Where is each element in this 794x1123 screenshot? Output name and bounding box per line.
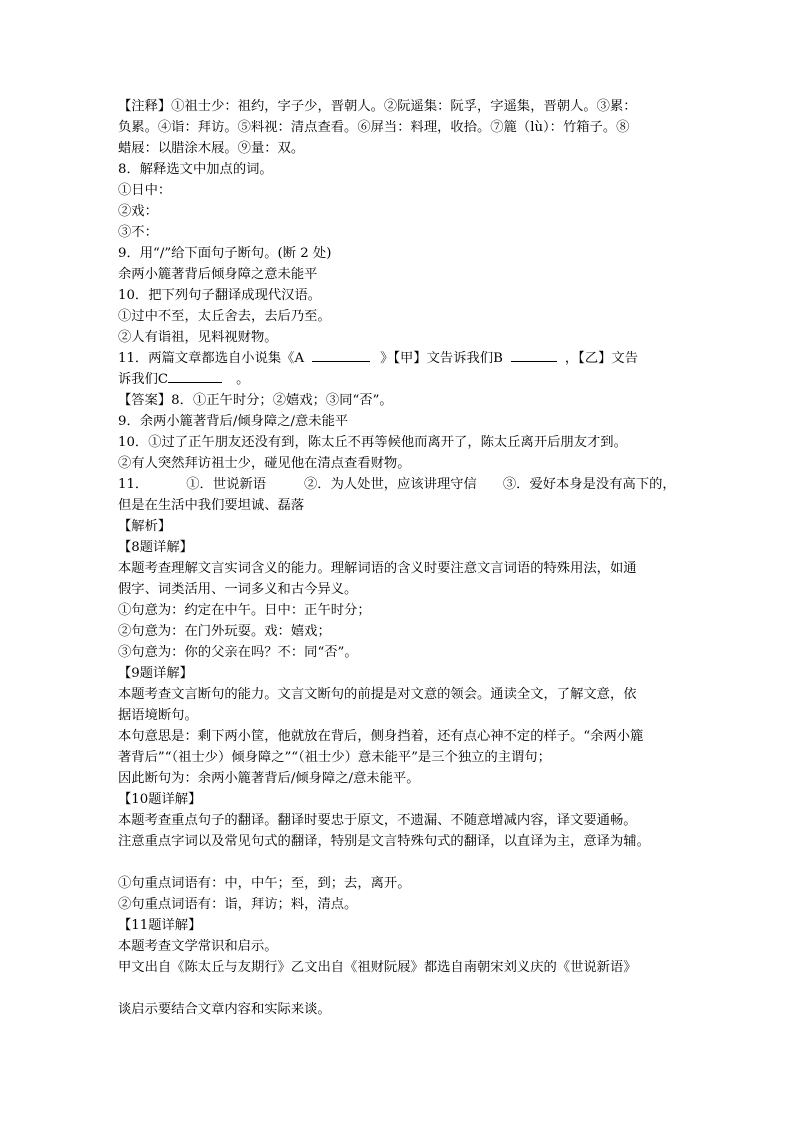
section-8-line-2: 假字、词类活用、一词多义和古今异义。 <box>118 582 358 597</box>
answer-blank-a <box>312 348 370 362</box>
answer-8: 【答案】8．①正午时分；②嬉戏；③同“否”。 <box>118 393 393 408</box>
question-11-part-c: ，【乙】文告 <box>564 351 639 366</box>
question-9-sentence: 余两小簏著背后倾身障之意未能平 <box>118 267 318 282</box>
answer-10-item-2: ②有人突然拜访祖士少，碰见他在清点查看财物。 <box>118 456 411 471</box>
answer-10-item-1: 10．①过了正午朋友还没有到，陈太丘不再等候他而离开了，陈太丘离开后朋友才到。 <box>118 435 627 450</box>
section-11-heading: 【11题详解】 <box>118 918 202 933</box>
answer-11-item-2: ②．为人处世，应该讲理守信 <box>304 477 477 492</box>
section-8-line-1: 本题考查理解文言实词含义的能力。理解词语的含义时要注意文言词语的特殊用法，如通 <box>118 561 637 576</box>
analysis-heading: 【解析】 <box>118 519 172 534</box>
section-10-line-1: 本题考查重点句子的翻译。翻译时要忠于原文，不遗漏、不随意增减内容，译文要通畅。 <box>118 813 637 828</box>
question-11-part-b: 》【甲】文告诉我们B <box>380 351 503 366</box>
section-8-line-4: ②句意为：在门外玩耍。戏：嬉戏； <box>118 624 331 639</box>
answer-11-item-3: ③．爱好本身是没有高下的， <box>502 477 676 492</box>
section-9-line-3: 本句意思是：剩下两小筐，他就放在背后，侧身挡着，还有点心神不定的样子。“余两小簏 <box>118 729 644 744</box>
section-8-line-3: ①句意为：约定在中午。日中：正午时分； <box>118 603 371 618</box>
section-10-line-2: 注意重点字词以及常见句式的翻译，特别是文言特殊句式的翻译，以直译为主，意译为辅。 <box>118 834 650 849</box>
section-9-heading: 【9题详解】 <box>118 666 193 681</box>
question-11-part-e: 。 <box>236 372 250 387</box>
answer-11-line-2: 但是在生活中我们要坦诚、磊落 <box>118 498 305 513</box>
question-10-item-2: ②人有诣祖，见料视财物。 <box>118 330 278 345</box>
answer-11-item-1: ①．世说新语 <box>186 477 266 492</box>
answer-11-number: 11． <box>118 477 149 492</box>
question-10: 10．把下列句子翻译成现代汉语。 <box>118 288 322 303</box>
section-8-line-5: ③句意为：你的父亲在吗？不：同“否”。 <box>118 645 358 660</box>
question-11-line-2 <box>118 369 249 390</box>
section-10-heading: 【10题详解】 <box>118 792 202 807</box>
question-8-item-2: ②戏： <box>118 204 158 219</box>
section-9-line-5: 因此断句为：余两小簏著背后/倾身障之/意未能平。 <box>118 771 420 786</box>
section-9-line-2: 据语境断句。 <box>118 708 198 723</box>
section-9-line-4: 著背后”“（祖士少）倾身障之”“（祖士少）意未能平”是三个独立的主谓句； <box>118 750 551 765</box>
question-8-item-3: ③不： <box>118 225 158 240</box>
section-9-line-1: 本题考查文言断句的能力。文言文断句的前提是对文意的领会。通读全文，了解文意，依 <box>118 687 637 702</box>
section-8-heading: 【8题详解】 <box>118 540 193 555</box>
section-11-line-2: 甲文出自《陈太丘与友期行》乙文出自《祖财阮屐》都选自南朝宋刘义庆的《世说新语》 <box>118 960 637 975</box>
answer-blank-b <box>511 348 557 362</box>
question-11-part-a: 11．两篇文章都选自小说集《A <box>118 351 305 366</box>
question-8: 8．解释选文中加点的词。 <box>118 162 273 177</box>
answer-9: 9．余两小簏著背后/倾身障之/意未能平 <box>118 414 349 429</box>
question-11-part-d: 诉我们C <box>118 372 169 387</box>
question-11-line-1 <box>118 348 638 369</box>
question-9: 9．用“/”给下面句子断句。(断 2 处) <box>118 246 332 261</box>
section-11-line-1: 本题考查文学常识和启示。 <box>118 939 278 954</box>
section-10-line-3: ①句重点词语有：中，中午；至，到；去，离开。 <box>118 876 411 891</box>
note-line-3: 蜡屐：以腊涂木屐。⑨量：双。 <box>118 141 305 156</box>
question-10-item-1: ①过中不至，太丘舍去，去后乃至。 <box>118 309 331 324</box>
section-10-line-4: ②句重点词语有：诣，拜访；料，清点。 <box>118 897 358 912</box>
answer-11-line-1 <box>118 474 676 495</box>
note-line-1: 【注释】①祖士少：祖约，字子少，晋朝人。②阮遥集：阮孚，字遥集，晋朝人。③累： <box>118 99 637 114</box>
note-line-2: 负累。④诣：拜访。⑤料视：清点查看。⑥屏当：料理，收拾。⑦簏（lù）：竹箱子。⑧ <box>118 120 630 135</box>
answer-blank-c <box>168 369 222 383</box>
question-8-item-1: ①日中： <box>118 183 172 198</box>
section-11-line-3: 谈启示要结合文章内容和实际来谈。 <box>118 1002 331 1017</box>
